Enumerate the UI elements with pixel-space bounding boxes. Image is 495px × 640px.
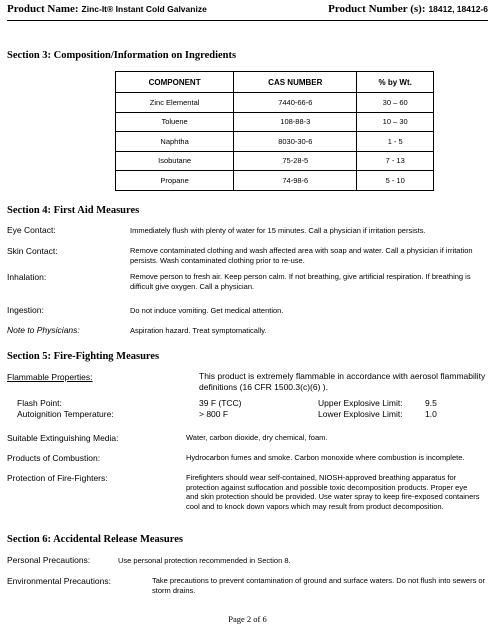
personal-precautions-text: Use personal protection recommended in Section 8. xyxy=(118,556,291,565)
cell-cas: 108-88-3 xyxy=(234,112,357,132)
section-5-title: Section 5: Fire-Fighting Measures xyxy=(7,351,160,362)
cell-component: Naphtha xyxy=(116,132,234,152)
note-to-physicians-label: Note to Physicians: xyxy=(7,325,80,335)
cell-percent: 1 - 5 xyxy=(357,132,434,152)
autoignition-label: Autoignition Temperature: xyxy=(17,409,114,419)
note-to-physicians-text: Aspiration hazard. Treat symptomatically. xyxy=(130,326,267,335)
flash-point-label: Flash Point: xyxy=(17,398,62,408)
section-6-title: Section 6: Accidental Release Measures xyxy=(7,534,183,545)
ingestion-text: Do not induce vomiting. Get medical attention. xyxy=(130,306,284,315)
skin-contact-label: Skin Contact: xyxy=(7,246,58,256)
inhalation-text: Remove person to fresh air. Keep person calm. If not breathing, give artificial respiration. If breathing is difficult give oxygen. Call a physician. xyxy=(130,272,471,291)
environmental-precautions-text: Take precautions to prevent contamination of ground and surface waters. Do not flush into sewers or storm drains. xyxy=(152,576,486,595)
table-row xyxy=(116,132,434,152)
cell-percent: 30 – 60 xyxy=(357,93,434,113)
ingestion-label: Ingestion: xyxy=(7,305,44,315)
cell-percent: 5 - 10 xyxy=(357,171,434,191)
cell-percent: 7 - 13 xyxy=(357,151,434,171)
protection-of-fire-fighters-label: Protection of Fire-Fighters: xyxy=(7,473,108,483)
products-of-combustion-label: Products of Combustion: xyxy=(7,453,101,463)
flammable-properties-text: This product is extremely flammable in accordance with aerosol flammability definitions (16 CFR 1500.3(c)(6) ). xyxy=(199,371,486,392)
cell-component: Toluene xyxy=(116,112,234,132)
personal-precautions-label: Personal Precautions: xyxy=(7,555,91,565)
product-name-label: Product Name: xyxy=(7,3,79,15)
column-header-component: COMPONENT xyxy=(116,72,234,93)
table-row xyxy=(116,171,434,191)
product-name xyxy=(7,3,207,15)
lower-explosive-limit-value: 1.0 xyxy=(425,409,437,419)
cell-cas: 75-28-5 xyxy=(234,151,357,171)
product-name-value: Zinc-It® Instant Cold Galvanize xyxy=(81,4,207,14)
extinguishing-media-label: Suitable Extinguishing Media: xyxy=(7,433,119,443)
table-row xyxy=(116,112,434,132)
flammable-properties-label: Flammable Properties: xyxy=(7,372,93,382)
cell-cas: 74-98-6 xyxy=(234,171,357,191)
extinguishing-media-text: Water, carbon dioxide, dry chemical, foam. xyxy=(186,433,328,442)
cell-component: Isobutane xyxy=(116,151,234,171)
protection-of-fire-fighters-text: Firefighters should wear self-contained, NIOSH-approved breathing apparatus for protection against suffocation and possible toxic decomposition products. Proper eye and skin protection should be provided. Use water spray to keep fire-exposed containers cool and to knock down vapors which may result from product decomposition. xyxy=(186,473,480,511)
column-header-percent: % by Wt. xyxy=(357,72,434,93)
upper-explosive-limit-value: 9.5 xyxy=(425,398,437,408)
inhalation-label: Inhalation: xyxy=(7,272,47,282)
flash-point-value: 39 F (TCC) xyxy=(199,398,242,408)
page-number: Page 2 of 6 xyxy=(228,614,267,624)
skin-contact-text: Remove contaminated clothing and wash affected area with soap and water. Call a physician if irritation persists. Wash contaminated clothing prior to re-use. xyxy=(130,246,473,265)
environmental-precautions-label: Environmental Precautions: xyxy=(7,576,111,586)
table-row xyxy=(116,151,434,171)
eye-contact-label: Eye Contact: xyxy=(7,225,56,235)
products-of-combustion-text: Hydrocarbon fumes and smoke. Carbon monoxide where combustion is incomplete. xyxy=(186,453,465,462)
product-number xyxy=(328,3,488,15)
autoignition-value: > 800 F xyxy=(199,409,229,419)
cell-component: Propane xyxy=(116,171,234,191)
cell-percent: 10 – 30 xyxy=(357,112,434,132)
product-number-label: Product Number (s): xyxy=(328,3,426,15)
section-3-title: Section 3: Composition/Information on Ingredients xyxy=(7,50,237,61)
composition-table xyxy=(115,71,434,191)
cell-cas: 8030-30-6 xyxy=(234,132,357,152)
section-4-title: Section 4: First Aid Measures xyxy=(7,205,140,216)
product-number-value: 18412, 18412-6 xyxy=(428,4,488,14)
lower-explosive-limit-label: Lower Explosive Limit: xyxy=(318,409,403,419)
column-header-cas-number: CAS NUMBER xyxy=(234,72,357,93)
eye-contact-text: Immediately flush with plenty of water for 15 minutes. Call a physician if irritation persists. xyxy=(130,226,426,235)
table-row xyxy=(116,93,434,113)
cell-cas: 7440-66-6 xyxy=(234,93,357,113)
cell-component: Zinc Elemental xyxy=(116,93,234,113)
table-header-row xyxy=(116,72,434,93)
page-header xyxy=(7,2,488,21)
upper-explosive-limit-label: Upper Explosive Limit: xyxy=(318,398,403,408)
